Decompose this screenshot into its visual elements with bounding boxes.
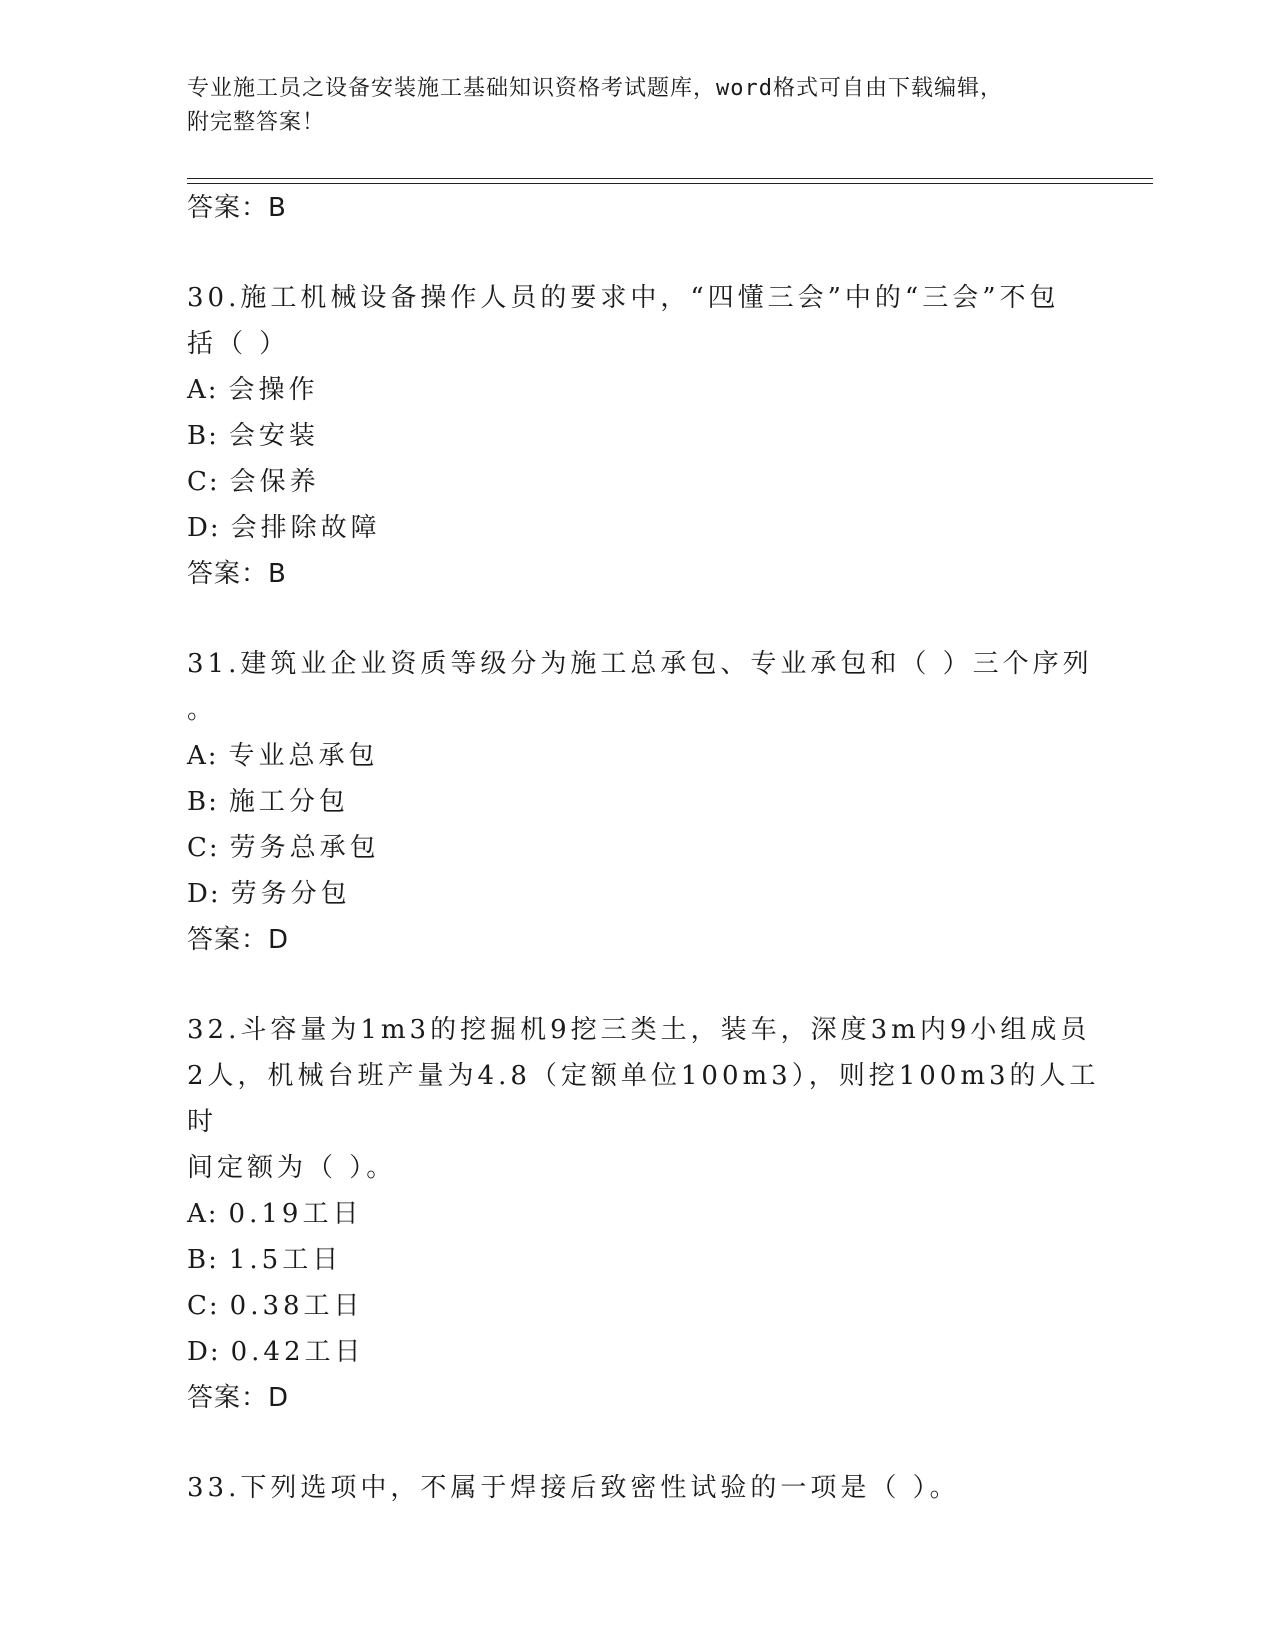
question-item xyxy=(187,275,1127,597)
option-text: 专业总承包 xyxy=(228,741,379,771)
answer-label: 答案： xyxy=(187,1383,269,1413)
option-letter: D: xyxy=(187,513,221,543)
option-text: 会保养 xyxy=(229,467,320,497)
option-d xyxy=(187,1329,1127,1375)
option-c xyxy=(187,459,1127,505)
option-text: 会操作 xyxy=(228,375,319,405)
option-letter: B: xyxy=(187,1245,219,1275)
question-item xyxy=(187,1007,1127,1421)
answer-label: 答案： xyxy=(187,925,269,955)
document-header xyxy=(187,72,1087,140)
option-b xyxy=(187,1237,1127,1283)
option-text: 1.5工日 xyxy=(228,1245,343,1275)
option-letter: B: xyxy=(187,421,219,451)
header-divider-bottom xyxy=(187,183,1153,184)
spacer xyxy=(187,1421,1127,1465)
option-text: 施工分包 xyxy=(228,787,349,817)
option-a xyxy=(187,1191,1127,1237)
question-text xyxy=(187,641,1127,733)
option-a xyxy=(187,733,1127,779)
spacer xyxy=(187,231,1127,275)
question-text-line: 2人，机械台班产量为4.8（定额单位100m3），则挖100m3的人工时 xyxy=(187,1061,1100,1137)
option-text: 劳务总承包 xyxy=(229,833,380,863)
option-letter: A: xyxy=(187,741,219,771)
option-c xyxy=(187,1283,1127,1329)
option-letter: D: xyxy=(187,879,221,909)
option-letter: B: xyxy=(187,787,219,817)
answer-value: B xyxy=(268,193,287,223)
question-text-line: 。 xyxy=(187,695,218,725)
question-text-line: 30.施工机械设备操作人员的要求中，“四懂三会”中的“三会”不包 xyxy=(187,283,1060,313)
question-text-line: 32.斗容量为1m3的挖掘机9挖三类土，装车，深度3m内9小组成员 xyxy=(187,1015,1091,1045)
option-b xyxy=(187,779,1127,825)
answer-line xyxy=(187,551,1127,597)
option-text: 劳务分包 xyxy=(230,879,351,909)
option-d xyxy=(187,505,1127,551)
question-content xyxy=(187,185,1127,1511)
question-item xyxy=(187,1465,1127,1511)
spacer xyxy=(187,597,1127,641)
question-text xyxy=(187,275,1127,367)
answer-value: D xyxy=(268,1383,290,1413)
answer-line xyxy=(187,185,1127,231)
option-letter: C: xyxy=(187,1291,220,1321)
header-divider-top xyxy=(187,178,1153,179)
question-text-line: 括（ ） xyxy=(187,329,290,359)
option-letter: C: xyxy=(187,833,220,863)
option-d xyxy=(187,871,1127,917)
option-text: 会排除故障 xyxy=(230,513,381,543)
question-item xyxy=(187,641,1127,963)
question-text-line: 间定额为（ ）。 xyxy=(187,1153,397,1183)
answer-value: B xyxy=(268,559,287,589)
option-letter: A: xyxy=(187,1199,219,1229)
option-letter: C: xyxy=(187,467,220,497)
option-letter: D: xyxy=(187,1337,221,1367)
question-text xyxy=(187,1465,1127,1511)
header-line-2: 附完整答案！ xyxy=(187,110,326,135)
spacer xyxy=(187,963,1127,1007)
option-text: 0.38工日 xyxy=(229,1291,364,1321)
answer-value: D xyxy=(268,925,290,955)
option-text: 0.19工日 xyxy=(228,1199,363,1229)
question-text xyxy=(187,1007,1127,1191)
option-b xyxy=(187,413,1127,459)
option-c xyxy=(187,825,1127,871)
option-letter: A: xyxy=(187,375,219,405)
answer-label: 答案： xyxy=(187,193,269,223)
header-line-1: 专业施工员之设备安装施工基础知识资格考试题库，word格式可自由下载编辑， xyxy=(187,76,1003,101)
option-a xyxy=(187,367,1127,413)
question-text-line: 33.下列选项中，不属于焊接后致密性试验的一项是（ ）。 xyxy=(187,1473,960,1503)
question-text-line: 31.建筑业企业资质等级分为施工总承包、专业承包和（ ）三个序列 xyxy=(187,649,1093,679)
answer-line xyxy=(187,1375,1127,1421)
answer-line xyxy=(187,917,1127,963)
option-text: 0.42工日 xyxy=(230,1337,365,1367)
answer-label: 答案： xyxy=(187,559,269,589)
option-text: 会安装 xyxy=(228,421,319,451)
